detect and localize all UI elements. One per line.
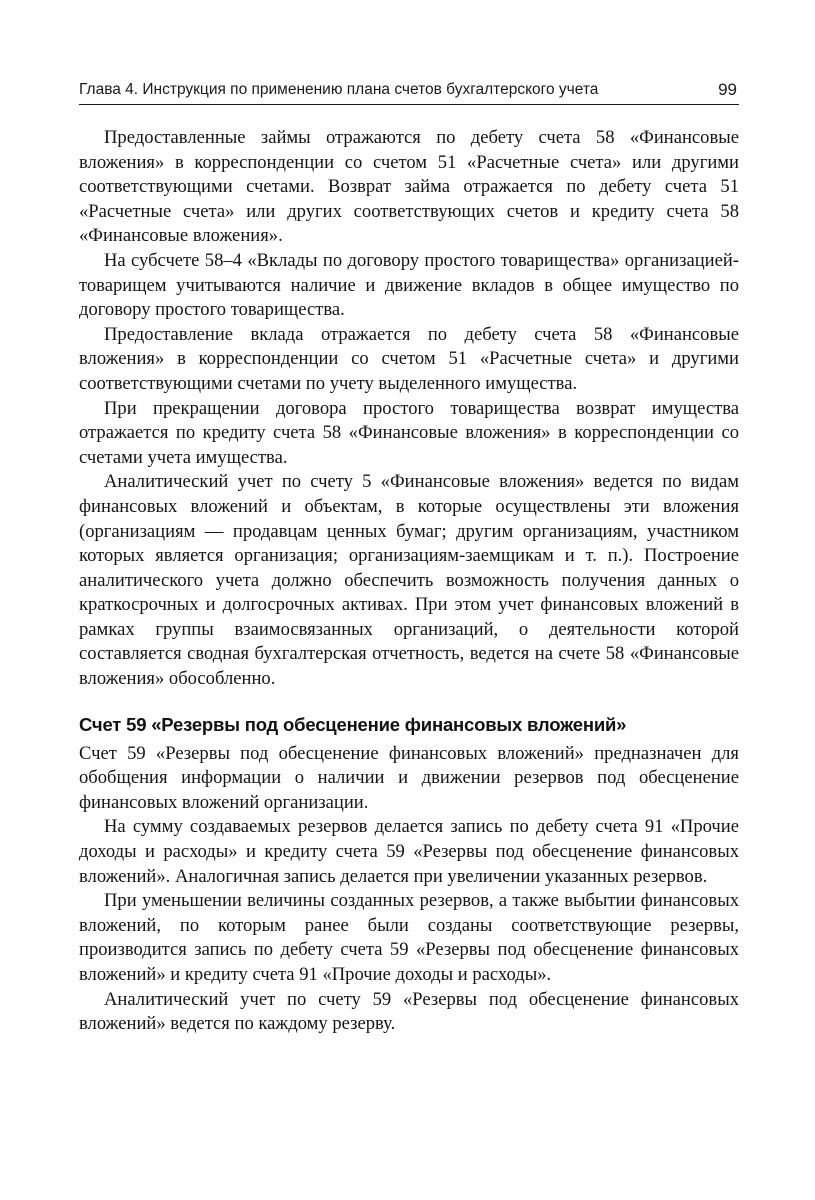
chapter-title: Глава 4. Инструкция по применению плана счетов бухгалтерского учета: [79, 81, 599, 98]
paragraph: На субсчете 58–4 «Вклады по договору простого товарищества» организацией-товарищем учитываются наличие и движение вкладов в общее имущество по договору простого товарищества.: [79, 249, 739, 321]
paragraph: На сумму создаваемых резервов делается запись по дебету счета 91 «Прочие доходы и расходы» и кредиту счета 59 «Резервы под обесценение финансовых вложений». Аналогичная запись делается при увеличении указанных резервов.: [79, 816, 739, 887]
paragraph: Предоставленные займы отражаются по дебету счета 58 «Финансовые вложения» в корреспонденции со счетом 51 «Расчетные счета» или другими соответствующими счетами. Возврат займа отражается по дебету счета 51 «Расчетные счета» или других соответствующих счетов и кредиту счета 58 «Финансовые вложения».: [79, 127, 739, 247]
running-header: [79, 80, 739, 105]
page-body: [79, 126, 739, 1037]
paragraph: При прекращении договора простого товарищества возврат имущества отражается по кредиту счета 58 «Финансовые вложения» в корреспонденции со счетами учета имущества.: [79, 397, 739, 468]
section-heading: Счет 59 «Резервы под обесценение финансовых вложений»: [79, 713, 627, 735]
paragraph: При уменьшении величины созданных резервов, а также выбытии финансовых вложений, по которым ранее были созданы соответствующие резервы, производится запись по дебету счета 59 «Резервы под обесценение финансовых вложений» и кредиту счета 91 «Прочие доходы и расходы».: [79, 890, 739, 985]
paragraph: Счет 59 «Резервы под обесценение финансовых вложений» предназначен для обобщения информации о наличии и движении резервов под обесценение финансовых вложений организации.: [79, 742, 739, 813]
paragraph: Предоставление вклада отражается по дебету счета 58 «Финансовые вложения» в корреспонденции со счетом 51 «Расчетные счета» и другими соответствующими счетами по учету выделенного имущества.: [79, 323, 739, 394]
paragraph: Аналитический учет по счету 59 «Резервы под обесценение финансовых вложений» ведется по каждому резерву.: [79, 988, 739, 1035]
page-number: 99: [718, 80, 737, 99]
paragraph: Аналитический учет по счету 5 «Финансовые вложения» ведется по видам финансовых вложений и объектам, в которые осуществлены эти вложения (организациям — продавцам ценных бумаг; другим организациям, участником которых является организация; организациям-заемщикам и т. п.). Построение аналитического учета должно обеспечить возможность получения данных о краткосрочных и долгосрочных активах. При этом учет финансовых вложений в рамках группы взаимосвязанных организаций, о деятельности которой составляется сводная бухгалтерская отчетность, ведется на счете 58 «Финансовые вложения» обособленно.: [79, 471, 739, 690]
